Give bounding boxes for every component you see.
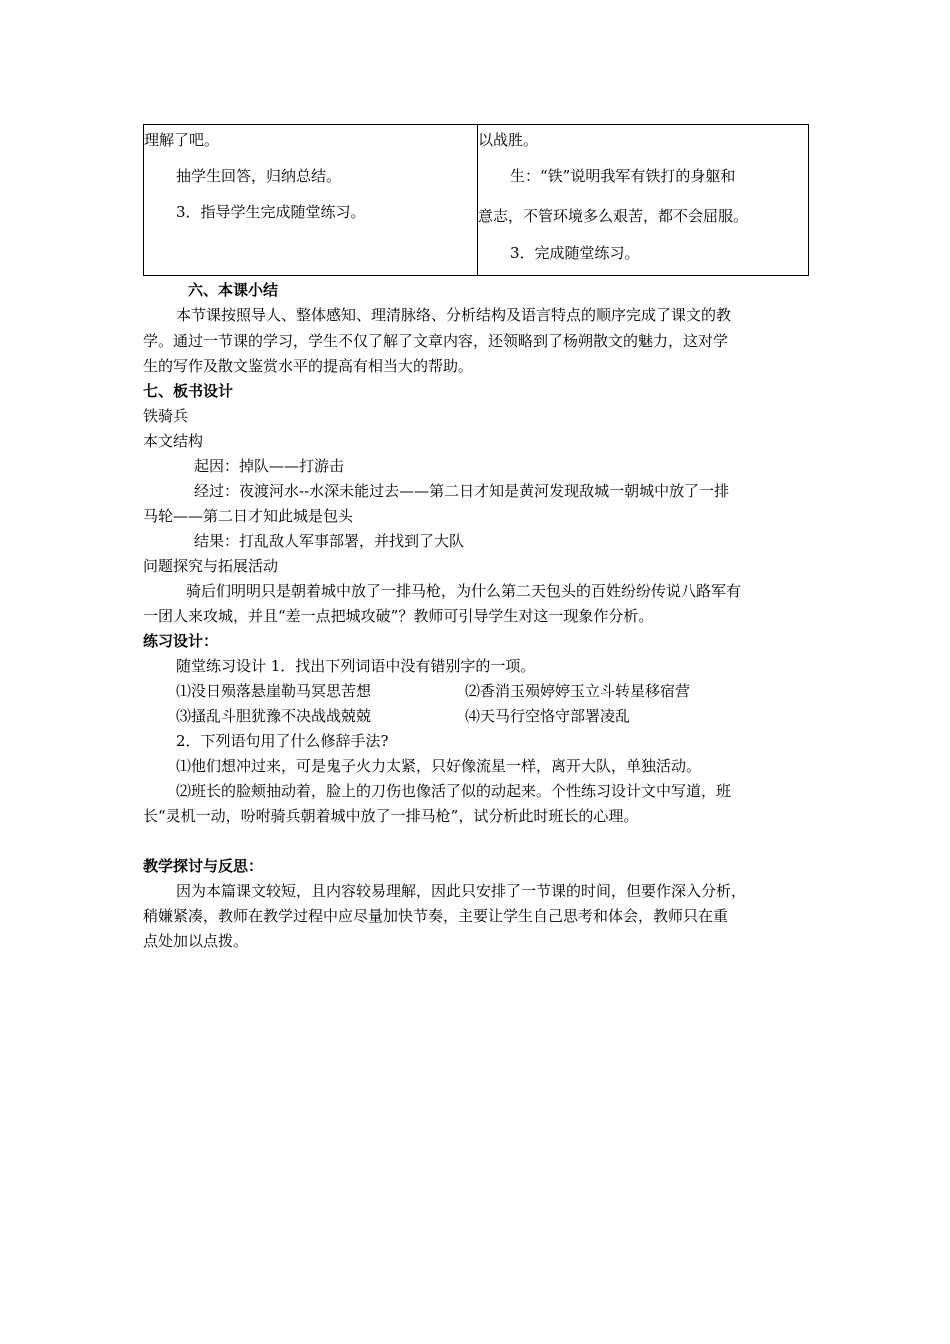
board-cause: 起因：掉队——打游击 xyxy=(194,457,345,475)
board-result: 结果：打乱敌人军事部署，并找到了大队 xyxy=(194,532,465,550)
board-heading: 七、板书设计 xyxy=(143,382,234,400)
summary-heading: 六、本课小结 xyxy=(188,281,279,299)
reflection-text: 点处加以点拨。 xyxy=(143,932,249,950)
practice-sentence: ⑴他们想冲过来，可是鬼子火力太紧，只好像流星一样，离开大队，单独活动。 xyxy=(176,757,702,775)
table-right-line: 生：“铁”说明我军有铁打的身躯和 xyxy=(510,167,736,185)
board-structure: 本文结构 xyxy=(143,432,204,450)
table-left-line: 理解了吧。 xyxy=(144,131,220,149)
practice-sentence: 长“灵机一动，吩咐骑兵朝着城中放了一排马枪”，试分析此时班长的心理。 xyxy=(143,807,639,825)
reflection-text: 稍嫌紧凑，教师在教学过程中应尽量加快节奏，主要让学生自己思考和体会，教师只在重 xyxy=(143,907,729,925)
practice-option: ⑴没日殒落悬崖勒马冥思苦想 xyxy=(176,682,372,700)
practice-option: ⑷天马行空恪守部署凌乱 xyxy=(465,707,631,725)
summary-text: 本节课按照导人、整体感知、理清脉络、分析结构及语言特点的顺序完成了课文的教 xyxy=(176,306,732,324)
board-process: 经过：夜渡河水--水深未能过去——第二日才知是黄河发现敌城一朝城中放了一排 xyxy=(194,482,730,500)
table-right-line: 意志，不管环境多么艰苦，都不会屈服。 xyxy=(478,207,749,225)
table-left-line: 3．指导学生完成随堂练习。 xyxy=(176,203,366,221)
explore-text: 一团人来攻城，并且“差一点把城攻破”？教师可引导学生对这一现象作分析。 xyxy=(143,607,654,625)
practice-sentence: ⑵班长的脸颊抽动着，脸上的刀伤也像活了似的动起来。个性练习设计文中写道，班 xyxy=(176,782,732,800)
practice-question: 2．下列语句用了什么修辞手法? xyxy=(176,732,389,750)
board-process: 马轮——第二日才知此城是包头 xyxy=(143,507,354,525)
summary-text: 学。通过一节课的学习，学生不仅了解了文章内容，还领略到了杨朔散文的魅力，这对学 xyxy=(143,332,729,350)
practice-option: ⑶搔乱斗胆犹豫不决战战兢兢 xyxy=(176,707,372,725)
teacher-activity-cell xyxy=(144,125,478,276)
explore-text: 骑后们明明只是朝着城中放了一排马枪，为什么第二天包头的百姓纷纷传说八路军有 xyxy=(186,582,742,600)
table-left-line: 抽学生回答，归纳总结。 xyxy=(176,167,342,185)
practice-option: ⑵香消玉殒婷婷玉立斗转星移宿营 xyxy=(465,682,691,700)
board-title: 铁骑兵 xyxy=(143,407,189,425)
lesson-table xyxy=(143,124,809,276)
reflection-text: 因为本篇课文较短，且内容较易理解，因此只安排了一节课的时间，但要作深入分析， xyxy=(176,882,747,900)
summary-text: 生的写作及散文鉴赏水平的提高有相当大的帮助。 xyxy=(143,357,474,375)
explore-heading: 问题探究与拓展活动 xyxy=(143,557,279,575)
student-activity-cell xyxy=(478,125,809,276)
table-right-line: 3．完成随堂练习。 xyxy=(510,244,640,262)
practice-question: 随堂练习设计 1．找出下列词语中没有错别字的一项。 xyxy=(176,657,536,675)
practice-heading: 练习设计： xyxy=(143,632,219,650)
table-right-line: 以战胜。 xyxy=(478,131,539,149)
reflection-heading: 教学探讨与反思： xyxy=(143,857,264,875)
